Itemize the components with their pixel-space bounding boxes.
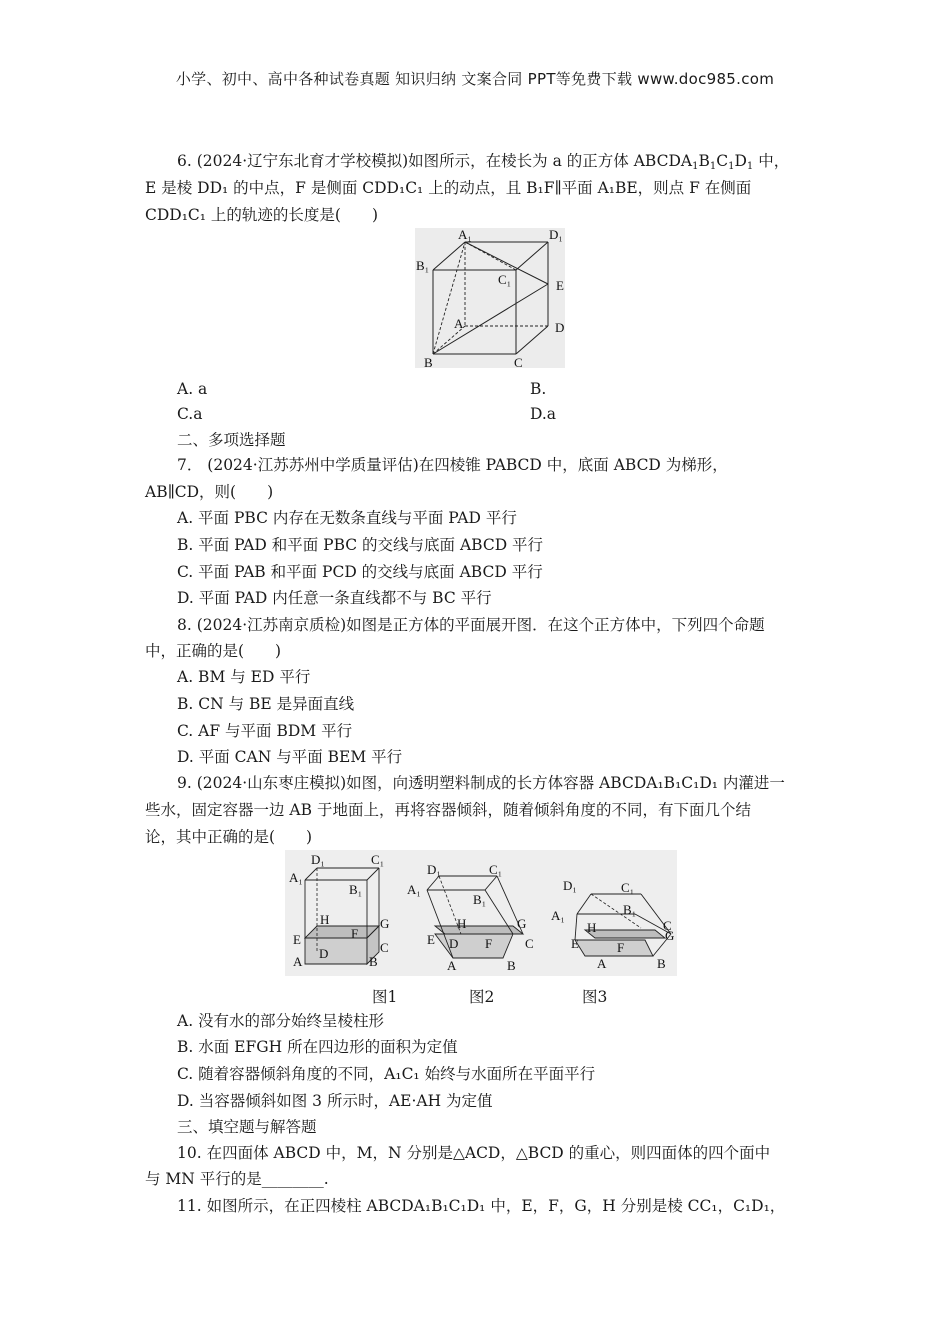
q6-line3: CDD₁C₁ 上的轨迹的长度是( ) — [145, 206, 379, 224]
q8-option-a: A. BM 与 ED 平行 — [177, 668, 311, 686]
fig-label: F — [617, 940, 625, 955]
q6-line1: 6. (2024·辽宁东北育才学校模拟)如图所示，在棱长为 a 的正方体 $ABCDA_1B_1C_1D_1$ 中， — [177, 152, 790, 172]
fig-label: B — [507, 958, 516, 973]
q7-line1: 7． (2024·江苏苏州中学质量评估)在四棱锥 PABCD 中，底面 ABCD 为梯形， — [177, 456, 728, 474]
fig-label: D₁ — [563, 878, 577, 893]
q7-option-c: C. 平面 PAB 和平面 PCD 的交线与底面 ABCD 平行 — [177, 563, 543, 581]
figure-caption-1: 图1 — [372, 988, 398, 1006]
q9-option-a: A. 没有水的部分始终呈棱柱形 — [177, 1012, 385, 1030]
figure-caption-2: 图2 — [469, 988, 495, 1006]
fig-label: E — [293, 932, 301, 947]
q6-option-b: B. — [530, 380, 547, 398]
page-header: 小学、初中、高中各种试卷真题 知识归纳 文案合同 PPT等免费下载 www.doc985.com — [175, 70, 775, 88]
fig1-label: A₁ — [458, 227, 472, 242]
q6-line2: E 是棱 DD₁ 的中点，F 是侧面 CDD₁C₁ 上的动点，且 B₁F∥平面 A₁BE，则点 F 在侧面 — [145, 179, 752, 197]
fig-label: H — [320, 912, 330, 927]
q9-option-c: C. 随着容器倾斜角度的不同，A₁C₁ 始终与水面所在平面平行 — [177, 1065, 596, 1083]
q6-option-c: C.a — [177, 405, 203, 423]
q9-option-b: B. 水面 EFGH 所在四边形的面积为定值 — [177, 1038, 458, 1056]
q8-line2: 中，正确的是( ) — [145, 642, 282, 660]
fig-label: C — [525, 936, 534, 951]
fig-label: D — [449, 936, 459, 951]
q6-option-a: A. a — [177, 380, 208, 398]
fig1-label: C₁ — [498, 272, 512, 287]
q7-option-a: A. 平面 PBC 内存在无数条直线与平面 PAD 平行 — [177, 509, 517, 527]
fig-label: G — [380, 916, 390, 931]
fig1-label: A — [454, 316, 464, 331]
fig-label: A — [447, 958, 457, 973]
section-heading-fill: 三、填空题与解答题 — [177, 1118, 317, 1136]
q8-line1: 8. (2024·江苏南京质检)如图是正方体的平面展开图．在这个正方体中，下列四个命题 — [177, 616, 765, 634]
fig-label: F — [485, 936, 493, 951]
fig-label: D₁ — [311, 852, 325, 867]
q10-line2: 与 MN 平行的是________. — [145, 1170, 329, 1188]
q8-option-d: D. 平面 CAN 与平面 BEM 平行 — [177, 748, 403, 766]
fig-label: G — [517, 916, 527, 931]
cube-figure — [410, 226, 570, 372]
q8-option-c: C. AF 与平面 BDM 平行 — [177, 722, 353, 740]
fig-label: A₁ — [551, 908, 565, 923]
q9-line3: 论，其中正确的是( ) — [145, 828, 313, 846]
q7-option-d: D. 平面 PAD 内任意一条直线都不与 BC 平行 — [177, 589, 492, 607]
fig-label: A — [293, 954, 303, 969]
fig-label: B₁ — [349, 882, 363, 897]
section-heading-multi: 二、多项选择题 — [177, 431, 286, 449]
fig-label: C₁ — [489, 862, 503, 877]
fig1-label: B — [424, 355, 433, 370]
container-figures — [285, 850, 677, 976]
q10-line1: 10. 在四面体 ABCD 中，M，N 分别是△ACD，△BCD 的重心，则四面体的四个面中 — [177, 1144, 771, 1162]
fig-label: E — [571, 936, 579, 951]
fig-label: B₁ — [623, 902, 637, 917]
fig-label: E — [427, 932, 435, 947]
q11-line1: 11. 如图所示，在正四棱柱 ABCDA₁B₁C₁D₁ 中，E，F，G，H 分别是棱 CC₁，C₁D₁， — [177, 1197, 786, 1215]
fig-label: D — [319, 946, 329, 961]
fig-label: C₁ — [621, 880, 635, 895]
fig-label: B — [369, 954, 378, 969]
fig-label: F — [351, 926, 359, 941]
fig-label: A₁ — [289, 870, 303, 885]
q7-option-b: B. 平面 PAD 和平面 PBC 的交线与底面 ABCD 平行 — [177, 536, 544, 554]
fig-label: A — [597, 956, 607, 971]
fig-label: D₁ — [427, 862, 441, 877]
q7-line2: AB∥CD，则( ) — [145, 483, 274, 501]
fig1-label: D₁ — [549, 227, 563, 242]
fig1-label: E — [556, 278, 564, 293]
fig-label: C — [663, 918, 672, 933]
fig-label: G — [665, 928, 675, 943]
fig1-label: B₁ — [416, 258, 430, 273]
fig1-label: D — [555, 320, 565, 335]
fig-label: C₁ — [371, 852, 385, 867]
q9-line2: 些水，固定容器一边 AB 于地面上，再将容器倾斜，随着倾斜角度的不同，有下面几个结 — [145, 801, 751, 819]
q9-option-d: D. 当容器倾斜如图 3 所示时，AE·AH 为定值 — [177, 1092, 493, 1110]
fig-label: C — [380, 940, 389, 955]
q6-option-d: D.a — [530, 405, 557, 423]
fig-label: A₁ — [407, 882, 421, 897]
q8-option-b: B. CN 与 BE 是异面直线 — [177, 695, 355, 713]
fig-label: H — [587, 920, 597, 935]
fig-label: B — [657, 956, 666, 971]
fig-label: B₁ — [473, 892, 487, 907]
fig-label: H — [457, 916, 467, 931]
q9-line1: 9. (2024·山东枣庄模拟)如图，向透明塑料制成的长方体容器 ABCDA₁B₁C₁D₁ 内灌进一 — [177, 774, 785, 792]
fig1-label: C — [514, 355, 523, 370]
figure-caption-3: 图3 — [582, 988, 608, 1006]
